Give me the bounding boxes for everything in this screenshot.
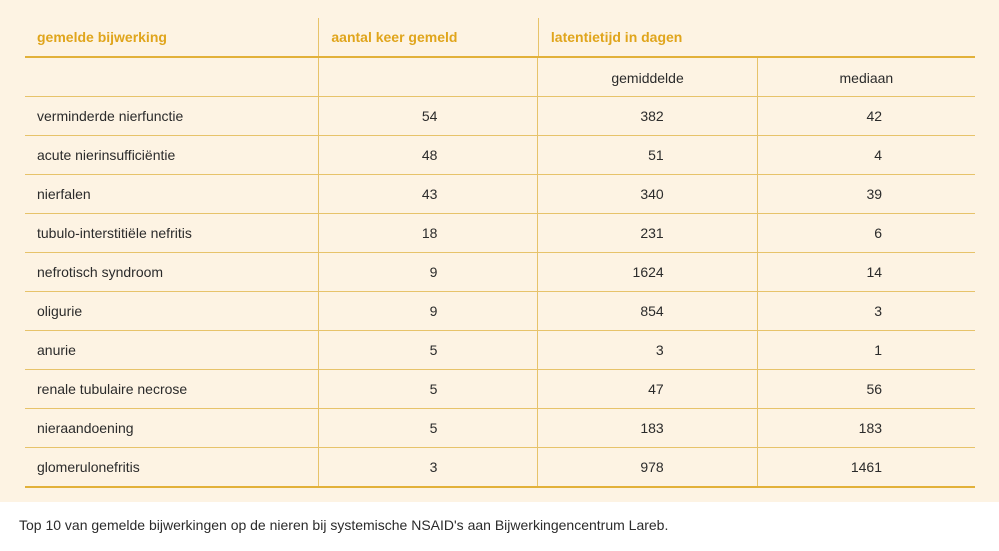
reaction-name: nierfalen — [37, 186, 91, 202]
mean-latency: 340 — [640, 186, 664, 202]
report-count: 9 — [429, 303, 438, 319]
table-row — [25, 448, 975, 488]
mean-latency: 978 — [640, 459, 664, 475]
mean-latency: 382 — [640, 108, 664, 124]
table-row — [25, 136, 975, 175]
table-row — [25, 409, 975, 448]
report-count: 9 — [429, 264, 438, 280]
table-row — [25, 370, 975, 409]
table-body — [25, 97, 975, 488]
report-count: 43 — [421, 186, 438, 202]
subheader-cell-empty-2 — [318, 58, 537, 96]
adverse-effects-table — [25, 18, 975, 488]
reaction-name: anurie — [37, 342, 76, 358]
median-latency: 6 — [874, 225, 883, 241]
median-latency: 183 — [858, 420, 883, 436]
subheader-cell-median — [757, 58, 975, 96]
report-count: 3 — [429, 459, 438, 475]
median-latency: 4 — [874, 147, 883, 163]
table-caption: Top 10 van gemelde bijwerkingen op de nieren bij systemische NSAID's aan Bijwerkingencentrum Lareb. — [19, 517, 669, 533]
reaction-name: renale tubulaire necrose — [37, 381, 188, 397]
table-header-row — [25, 18, 975, 58]
table-row — [25, 331, 975, 370]
reaction-name: glomerulonefritis — [37, 459, 140, 475]
median-latency: 14 — [866, 264, 883, 280]
median-latency: 42 — [866, 108, 883, 124]
header-latency: latentietijd in dagen — [550, 29, 683, 45]
table-row — [25, 214, 975, 253]
report-count: 5 — [429, 420, 438, 436]
report-count: 48 — [421, 147, 438, 163]
header-count: aantal keer gemeld — [331, 29, 458, 45]
reaction-name: oligurie — [37, 303, 83, 319]
subheader-cell-empty-1 — [25, 58, 318, 96]
mean-latency: 183 — [640, 420, 664, 436]
header-cell-reaction — [25, 18, 318, 56]
median-latency: 56 — [866, 381, 883, 397]
mean-latency: 854 — [640, 303, 664, 319]
report-count: 18 — [421, 225, 438, 241]
subheader-mean: gemiddelde — [611, 70, 684, 86]
table-row — [25, 175, 975, 214]
report-count: 5 — [429, 342, 438, 358]
median-latency: 39 — [866, 186, 883, 202]
reaction-name: nieraandoening — [37, 420, 134, 436]
mean-latency: 231 — [640, 225, 664, 241]
reaction-name: nefrotisch syndroom — [37, 264, 164, 280]
report-count: 5 — [429, 381, 438, 397]
median-latency: 1461 — [850, 459, 883, 475]
reaction-name: tubulo-interstitiële nefritis — [37, 225, 192, 241]
table-row — [25, 253, 975, 292]
header-reaction: gemelde bijwerking — [37, 29, 167, 45]
table-row — [25, 292, 975, 331]
subheader-median: mediaan — [839, 70, 894, 86]
subheader-cell-mean — [537, 58, 756, 96]
mean-latency: 3 — [655, 342, 664, 358]
mean-latency: 1624 — [632, 264, 664, 280]
header-cell-latency — [538, 18, 975, 56]
mean-latency: 51 — [648, 147, 664, 163]
median-latency: 1 — [874, 342, 883, 358]
mean-latency: 47 — [648, 381, 664, 397]
median-latency: 3 — [874, 303, 883, 319]
reaction-name: verminderde nierfunctie — [37, 108, 184, 124]
reaction-name: acute nierinsufficiëntie — [37, 147, 176, 163]
header-cell-count — [318, 18, 538, 56]
table-subheader-row — [25, 58, 975, 97]
table-row — [25, 97, 975, 136]
report-count: 54 — [421, 108, 438, 124]
